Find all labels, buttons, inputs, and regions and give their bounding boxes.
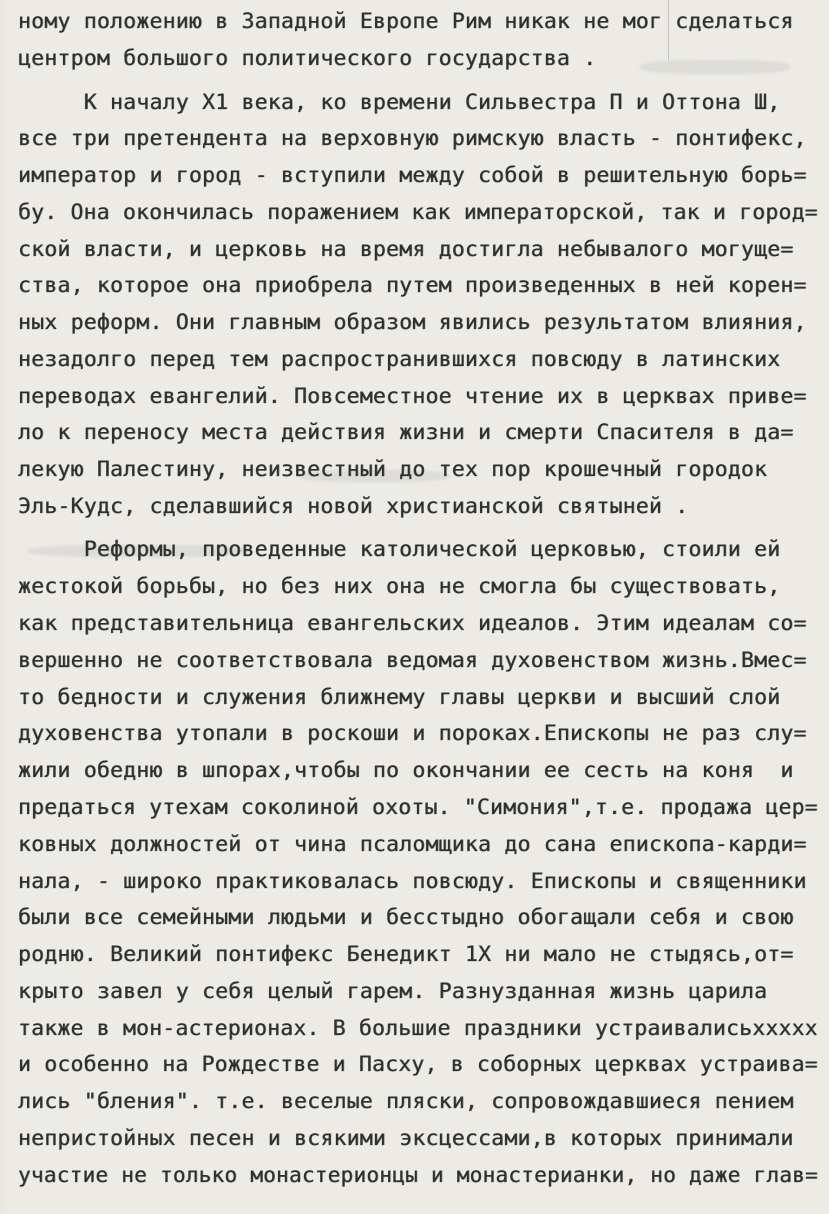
text-line: незадолго перед тем распространившихся повсюду в латинских	[18, 347, 781, 372]
text-line: духовенства утопали в роскоши и пороках.Епископы не раз слу=	[18, 721, 807, 746]
text-line: как представительница евангельских идеалов. Этим идеалам со=	[18, 611, 807, 636]
text-line: император и город - вступили между собой в решительную борь=	[18, 163, 807, 188]
text-line: жили обедню в шпорах,чтобы по окончании ее сесть на коня и	[18, 758, 794, 783]
text-line: ковных должностей от чина псаломщика до сана епископа-карди=	[18, 832, 807, 857]
text-line: лись "бления". т.е. веселые пляски, сопровождавшиеся пением	[18, 1089, 794, 1114]
text-line: все три претендента на верховную римскую власть - понтифекс,	[18, 126, 807, 151]
text-line: были все семейными людьми и бесстыдно обогащали себя и свою	[18, 905, 794, 930]
text-line: Эль-Кудс, сделавшийся новой христианской святыней .	[18, 494, 689, 519]
text-line: крыто завел у себя целый гарем. Разнузданная жизнь царила	[18, 979, 768, 1004]
text-line: предаться утехам соколиной охоты. "Симония",т.е. продажа цер=	[18, 795, 818, 820]
text-line: ному положению в Западной Европе Рим никак не мог сделаться	[18, 9, 794, 34]
text-line: бу. Она окончилась поражением как императорской, так и город=	[18, 200, 818, 225]
text-line: ской власти, и церковь на время достигла небывалого могуще=	[18, 237, 794, 262]
text-line: также в мон-астерионах. В большие праздники устраивалисьxxxxx	[18, 1016, 818, 1041]
text-line: Реформы, проведенные католической церковью, стоили ей	[18, 537, 781, 562]
text-line: центром большого политического государства .	[18, 46, 597, 71]
text-line: лекую Палестину, неизвестный до тех пор крошечный городок	[18, 457, 768, 482]
text-line: переводах евангелий. Повсеместное чтение их в церквах приве=	[18, 384, 807, 409]
text-line: ло к переносу места действия жизни и смерти Спасителя в да=	[18, 420, 794, 445]
text-line: вершенно не соответствовала ведомая духовенством жизнь.Вмес=	[18, 648, 807, 673]
smudge-mark	[640, 60, 790, 74]
text-line: ства, которое она приобрела путем произведенных в ней корен=	[18, 273, 807, 298]
text-line: родню. Великий понтифекс Бенедикт 1Х ни мало не стыдясь,от=	[18, 942, 794, 967]
text-line: нала, - широко практиковалась повсюду. Епископы и священники	[18, 869, 807, 894]
text-line: и особенно на Рождестве и Пасху, в соборных церквах устраива=	[18, 1052, 818, 1077]
text-line: непристойных песен и всякими эксцессами,в которых принимали	[18, 1126, 794, 1151]
text-line: участие не только монастерионцы и монастерианки, но даже глав=	[18, 1163, 818, 1188]
text-line: то бедности и служения ближнему главы церкви и высший слой	[18, 685, 781, 710]
text-line: жестокой борьбы, но без них она не смогла бы существовать,	[18, 574, 781, 599]
text-line: К началу Х1 века, ко времени Сильвестра П и Оттона Ш,	[18, 90, 781, 115]
text-line: ных реформ. Они главным образом явились результатом влияния,	[18, 310, 807, 335]
